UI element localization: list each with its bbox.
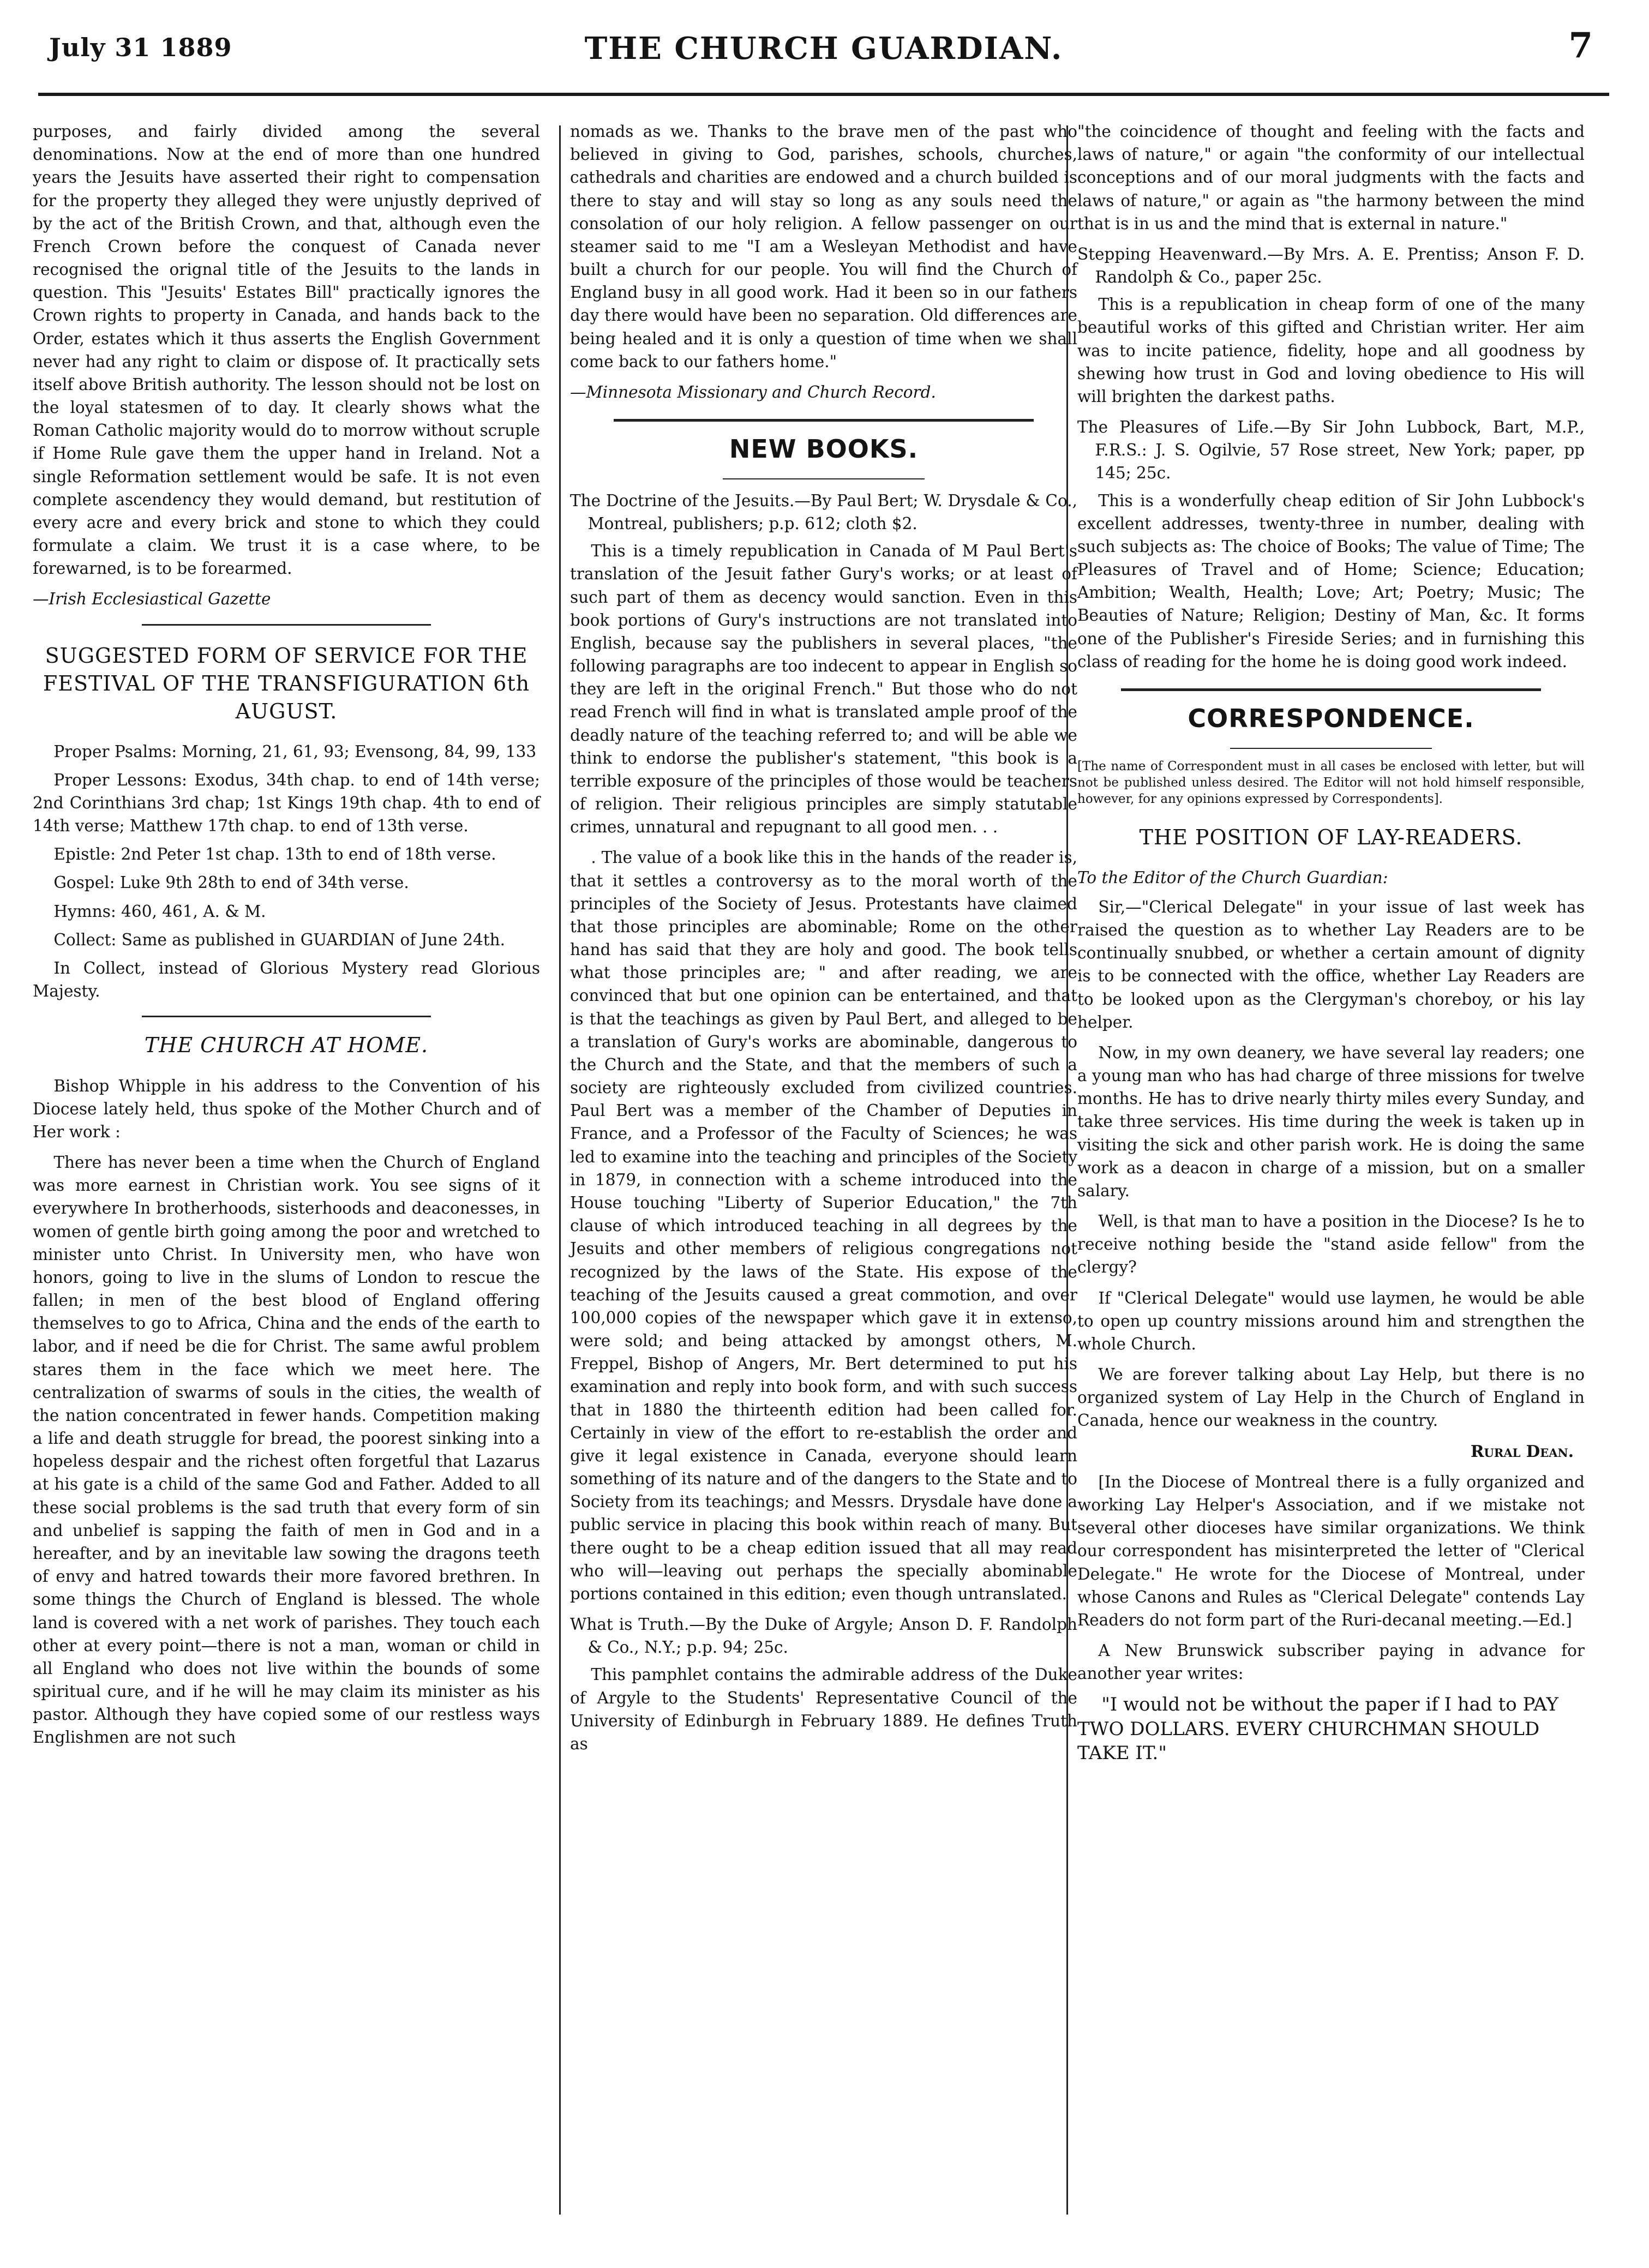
service-epistle: Epistle: 2nd Peter 1st chap. 13th to end of 18th verse. [53,845,496,864]
service-hymns: Hymns: 460, 461, A. & M. [53,902,266,921]
article-text: purposes, and fairly divided among the several denominations. Now at the end of more than one hundred years the Jesuits have asserted their right to compensation for the property they alleged they were unjustly deprived of by the act of the British Crown, and that, although even the French Crown before the conquest of Canada never recognised the orignal title of the Jesuits to the lands in question. This "Jesuits' Estates Bill" practically ignores the Crown rights to property in Canada, and hands back to the Order, estates which it thus asserts the English Government never had any right to claim or dispose of. It practically sets itself above British authority. The lesson should not be lost on the loyal statesmen of to day. It clearly shows what the Roman Catholic majority would do to morrow without scruple if Home Rule gave them the upper hand in Ireland. Not a single Reformation settlement would be safe. It is not even complete ascendency they would demand, but restitution of every acre and every brick and stone to which they could formulate a claim. We trust it is a case where, to be forewarned, is to be forearmed. [33,122,540,578]
book-entry-heading: What is Truth.—By the Duke of Argyle; Anson D. F. Randolph & Co., N.Y.; p.p. 94; 25c. [570,1615,1077,1657]
section-divider [614,419,1034,422]
service-gospel: Gospel: Luke 9th 28th to end of 34th verse. [53,873,409,892]
article-text: nomads as we. Thanks to the brave men of the past who believed in giving to God, parishes, schools, churches, cathedrals and charities are endowed and a church builded is there to stay and will stay so long as any souls need the consolation of our holy religion. A fellow passenger on our steamer said to me "I am a Wesleyan Methodist and have built a church for our people. You will find the Church of England busy in all good work. Had it been so in our fathers day there would have been no separation. Old differences are being healed and it is only a question of time when we shall come back to our fathers home." [570,122,1077,371]
section-divider [1230,748,1432,749]
subscriber-quote: "I would not be without the paper if I had to PAY TWO DOLLARS. EVERY CHURCHMAN SHOULD TAKE IT." [1077,1694,1558,1764]
article-text: Bishop Whipple in his address to the Convention of his Diocese lately held, thus spoke of the Mother Church and of Her work : [33,1076,540,1141]
letter-text: If "Clerical Delegate" would use laymen, he would be able to open up country missions around him and strengthen the whole Church. [1077,1288,1585,1353]
subscriber-note: A New Brunswick subscriber paying in advance for another year writes: [1077,1641,1585,1683]
book-review: This is a wonderfully cheap edition of Sir John Lubbock's excellent addresses, twenty-three in number, dealing with such subjects as: The choice of Books; The value of Time; The Pleasures of Travel and of Home; Science; Education; Ambition; Wealth, Health; Love; Art; Poetry; Music; The Beauties of Nature; Religion; Destiny of Man, &c. It forms one of the Publisher's Fireside Series; and in furnishing this class of reading for the home he is doing good work indeed. [1077,491,1585,671]
book-review: This is a timely republication in Canada of M Paul Bert's translation of the Jesuit father Gury's works; or at least of such part of them as decency would sanction. Even in this book portions of Gury's instructions are not translated into English, because say the publishers in several places, "the following paragraphs are too indecent to appear in English so they are left in the original French." But those who do not read French will find in what is translated ample proof of the deadly nature of the teaching referred to; and will be able we think to endorse the publisher's statement, "this book is a terrible exposure of the principles of those would be teachers of religion. Their religious principles are simply statutable crimes, unnatural and repugnant to all good men. . . [570,542,1077,837]
newspaper-title: THE CHURCH GUARDIAN. [584,31,1063,67]
column-2 [570,120,1077,1763]
article-source: —Irish Ecclesiastical Gazette [33,590,271,609]
section-divider [723,478,925,479]
letter-title: THE POSITION OF LAY-READERS. [1139,825,1523,850]
letter-text: Well, is that man to have a position in the Diocese? Is he to receive nothing beside the "stand aside fellow" from the clergy? [1077,1212,1585,1277]
article-text: "the coincidence of thought and feeling with the facts and laws of nature," or again "the conformity of our intellectual conceptions and of our moral judgments with the facts and laws of nature," or again as "the harmony between the mind that is in us and the mind that is external in nature." [1077,122,1585,233]
book-review: This pamphlet contains the admirable address of the Duke of Argyle to the Students' Representative Council of the University of Edinburgh in February 1889. He defines Truth as [570,1665,1077,1753]
column-1 [33,120,540,1757]
section-title: THE CHURCH AT HOME. [144,1033,429,1058]
article-text: There has never been a time when the Church of England was more earnest in Christian work. You see signs of it everywhere In brotherhoods, sisterhoods and deaconesses, in women of gentle birth going among the poor and wretched to minister unto Christ. In University men, who have won honors, going to live in the slums of London to rescue the fallen; in men of the best blood of England offering themselves to go to Africa, China and the ends of the earth to labor, and if need be die for Christ. The same awful problem stares them in the face which we meet here. The centralization of swarms of souls in the cities, the wealth of the nation concentrated in fewer hands. Competition making a life and death struggle for bread, the poorest sinking into a hopeless despair and the richest often forgetful that Lazarus at his gate is a child of the same God and Father. Added to all these social problems is the sad truth that every form of sin and unbelief is sapping the faith of men in God and in a hereafter, and by an inevitable law sowing the dragons teeth of envy and hatred towards their more favored brethren. In some things the Church of England is blessed. The whole land is covered with a net work of parishes. They touch each other at every point—there is not a man, woman or child in all England who does not live within the bounds of some spiritual cure, and if he will he may claim its minister as his pastor. Although they have copied some of our restless ways Englishmen are not such [33,1153,540,1747]
book-review: . The value of a book like this in the hands of the reader is, that it settles a controversy as to the moral worth of the principles of the Society of Jesus. Protestants have claimed that those principles are abominable; Rome on the other hand has said that they are holy and good. The book tells what those principles are; " and after reading, we are convinced that but one opinion can be entertained, and that is that the teachings as given by Paul Bert, and alleged to be a translation of Gury's works are abominable, dangerous to the Church and the State, and that the members of such a society are righteously excluded from civilized countries. Paul Bert was a member of the Chamber of Deputies in France, and a Professor of the Faculty of Sciences; he was led to examine into the teaching and principles of the Society in 1879, in connection with a scheme introduced into the House touching "Liberty of Superior Education," the 7th clause of which introduced teaching in all degrees by the Jesuits and other members of religious congregations not recognized by the laws of the State. His expose of the teaching of the Jesuits caused a great commotion, and over 100,000 copies of the newspaper which gave it in extenso, were sold; and being attacked by amongst others, M. Freppel, Bishop of Angers, Mr. Bert determined to put his examination and reply into book form, and with such success that in 1880 the thirteenth edition had been called for. Certainly in view of the effort to re-establish the order and give it legal existence in Canada, everyone should learn something of its nature and of the dangers to the State and to Society from its teachings; and Messrs. Drysdale have done a public service in placing this book within reach of many. But there ought to be a cheap edition issued that all may read who will—leaving out perhaps the specially abominable portions contained in this edition; even though untranslated. [570,848,1077,1603]
header-rule [38,93,1609,96]
page-header [44,15,1604,70]
page-number: 7 [1568,25,1593,66]
editorial-note: [The name of Correspondent must in all cases be enclosed with letter, but will not be published unless desired. The Editor will not hold himself responsible, however, for any opinions expressed by Correspondents]. [1077,759,1585,806]
service-lessons: Proper Lessons: Exodus, 34th chap. to end of 14th verse; 2nd Corinthians 3rd chap; 1st Kings 19th chap. 4th to end of 14th verse; Matthew 17th chap. to end of 13th verse. [33,770,540,836]
letter-text: We are forever talking about Lay Help, but there is no organized system of Lay Help in the Church of England in Canada, hence our weakness in the country. [1077,1365,1585,1430]
issue-date: July 31 1889 [49,33,232,62]
editor-reply: [In the Diocese of Montreal there is a fully organized and working Lay Helper's Association, and if we mistake not several other dioceses have similar organizations. We think our correspondent has misinterpreted the letter of "Clerical Delegate." He wrote for the Diocese of Montreal, under whose Canons and Rules as "Clerical Delegate" contends Lay Readers do not form part of the Ruri-decanal meeting.—Ed.] [1077,1472,1585,1629]
column-3 [1077,120,1585,1773]
column-divider [559,125,561,2215]
service-psalms: Proper Psalms: Morning, 21, 61, 93; Evensong, 84, 99, 133 [53,742,537,761]
article-source: —Minnesota Missionary and Church Record. [570,382,936,401]
book-entry-heading: The Pleasures of Life.—By Sir John Lubbock, Bart, M.P., F.R.S.: J. S. Ogilvie, 57 Rose street, New York; paper, pp 145; 25c. [1077,418,1585,483]
section-title: NEW BOOKS. [729,434,919,464]
letter-text: Sir,—"Clerical Delegate" in your issue of last week has raised the question as to whether Lay Readers are to be continually snubbed, or whether a certain amount of dignity is to be connected with the office, whether Lay Readers are to be looked upon as the Clergyman's choreboy, or his lay helper. [1077,897,1585,1031]
section-title: SUGGESTED FORM OF SERVICE FOR THE FESTIVAL OF THE TRANSFIGURATION 6th AUGUST. [43,643,530,724]
service-collect: Collect: Same as published in GUARDIAN of June 24th. [53,930,506,949]
section-divider [1121,688,1541,691]
section-divider [142,624,431,626]
book-entry-heading: The Doctrine of the Jesuits.—By Paul Bert; W. Drysdale & Co., Montreal, publishers; p.p. 612; cloth $2. [570,491,1077,533]
letter-text: Now, in my own deanery, we have several lay readers; one a young man who has had charge of three missions for twelve months. He has to drive nearly thirty miles every Sunday, and take three services. His time during the week is taken up in visiting the sick and other parish work. He is doing the same work as a deacon in charge of a mission, but on a smaller salary. [1077,1043,1585,1200]
section-title: CORRESPONDENCE. [1188,703,1474,733]
collect-note: In Collect, instead of Glorious Mystery read Glorious Majesty. [33,958,540,1001]
book-review: This is a republication in cheap form of one of the many beautiful works of this gifted and Christian writer. Her aim was to incite patience, fidelity, hope and all goodness by shewing how trust in God and loving obedience to His will will brighten the darkest paths. [1077,295,1585,406]
letter-salutation: To the Editor of the Church Guardian: [1077,868,1388,887]
book-entry-heading: Stepping Heavenward.—By Mrs. A. E. Prentiss; Anson F. D. Randolph & Co., paper 25c. [1077,244,1585,287]
letter-signature: Rural Dean. [1471,1441,1574,1461]
section-divider [142,1016,431,1017]
